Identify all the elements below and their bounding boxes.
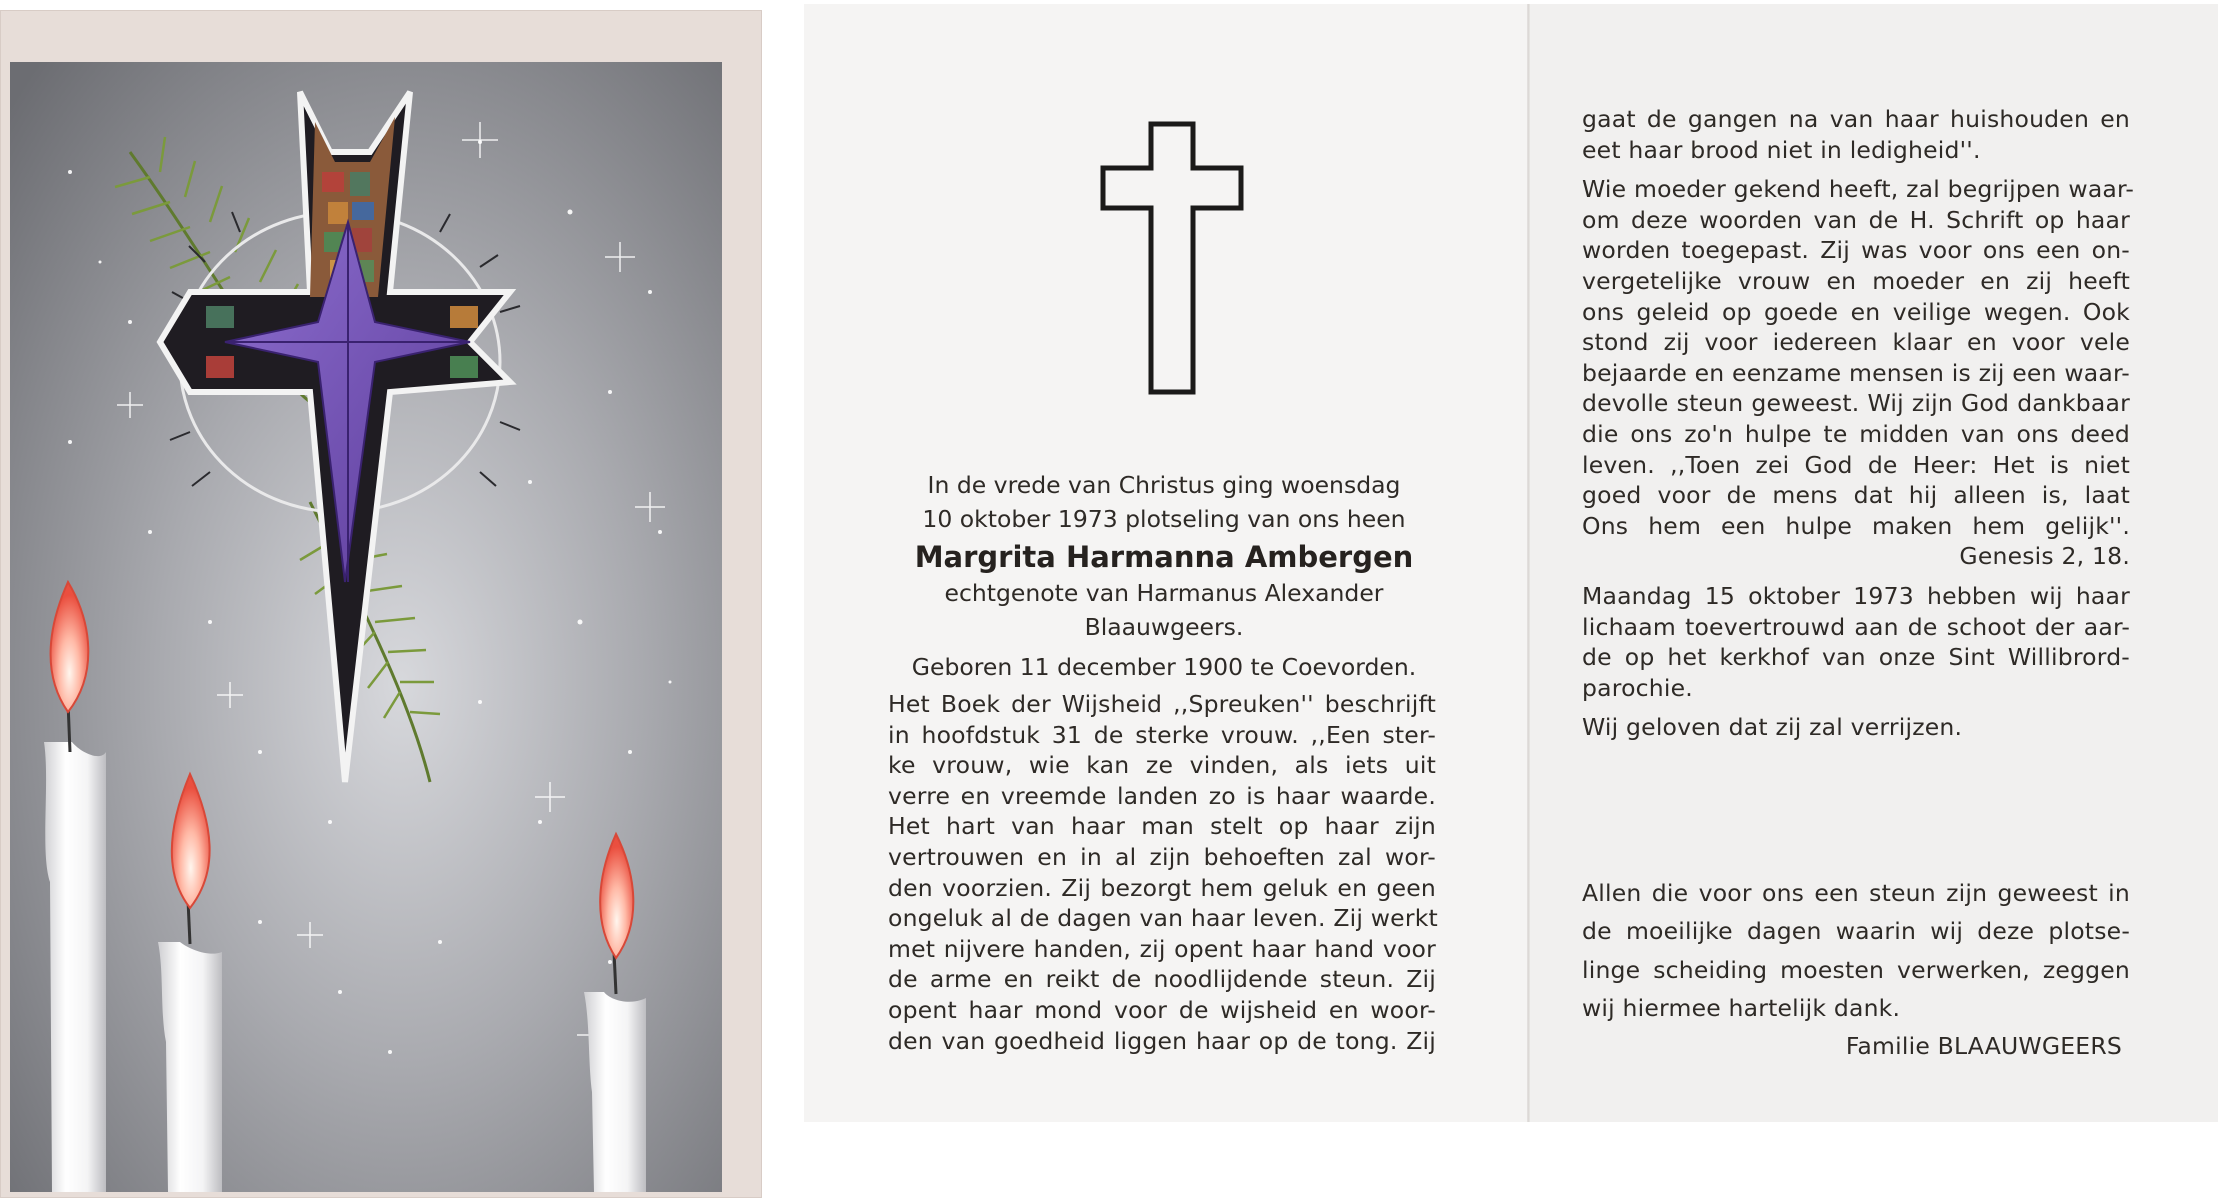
intro-line: 10 oktober 1973 plotseling van ons heen bbox=[922, 505, 1406, 533]
text-line: Het Boek der Wijsheid ,,Spreuken'' beschrijft bbox=[888, 690, 1436, 718]
text-line: eet haar brood niet in ledigheid''. bbox=[1582, 135, 1981, 164]
deceased-name: Margrita Harmanna Ambergen bbox=[914, 540, 1414, 574]
text-line: bejaarde en eenzame mensen is zij een waar- bbox=[1582, 358, 2130, 387]
text-line: gaat de gangen na van haar huishouden en bbox=[1582, 105, 2130, 133]
outline-cross-icon bbox=[1099, 120, 1245, 396]
text-line: vertrouwen en in al zijn behoeften zal wor- bbox=[888, 842, 1436, 871]
text-line: verre en vreemde landen zo is haar waarde. bbox=[888, 781, 1436, 810]
text-line: linge scheiding moesten verwerken, zeggen bbox=[1582, 955, 2130, 984]
announcement bbox=[834, 468, 1494, 684]
text-line: Ons hem een hulpe maken hem gelijk''. bbox=[1582, 511, 2130, 540]
text-line: Maandag 15 oktober 1973 hebben wij haar bbox=[1582, 581, 2130, 610]
intro-line: In de vrede van Christus ging woensdag bbox=[927, 471, 1401, 499]
thanks-paragraph bbox=[1582, 874, 2130, 1065]
scripture-paragraph bbox=[888, 689, 1436, 1056]
text-line: worden toegepast. Zij was voor ons een on- bbox=[1582, 236, 2130, 265]
text-line: ongeluk al de dagen van haar leven. Zij werkt bbox=[888, 904, 1438, 933]
text-line: devolle steun geweest. Wij zijn God dankbaar bbox=[1582, 389, 2130, 418]
right-text-column bbox=[1582, 104, 2135, 743]
memorial-card-front bbox=[0, 10, 762, 1198]
text-line: de op het kerkhof van onze Sint Willibrord- bbox=[1582, 643, 2130, 672]
text-line: Allen die voor ons een steun zijn geweest in bbox=[1582, 879, 2130, 907]
text-line: goed voor de mens dat hij alleen is, laat bbox=[1582, 481, 2130, 510]
text-line: Het hart van haar man stelt op haar zijn bbox=[888, 812, 1436, 841]
text-line: Wie moeder gekend heeft, zal begrijpen waar- bbox=[1582, 175, 2135, 204]
text-line: leven. ,,Toen zei God de Heer: Het is niet bbox=[1582, 450, 2130, 479]
text-line: de moeilijke dagen waarin wij deze plotse- bbox=[1582, 917, 2130, 946]
text-line: de arme en reikt de noodlijdende steun. Zij bbox=[888, 965, 1436, 994]
memorial-illustration bbox=[10, 62, 722, 1192]
text-line: om deze woorden van de H. Schrift op haar bbox=[1582, 205, 2130, 234]
family-signature: Familie BLAAUWGEERS bbox=[1845, 1032, 2122, 1061]
card-fold bbox=[1527, 4, 1530, 1122]
text-line: opent haar mond voor de wijsheid en woor- bbox=[888, 995, 1436, 1024]
memorial-card-inside bbox=[804, 4, 2218, 1122]
text-line: vergetelijke vrouw en moeder en zij heeft bbox=[1582, 266, 2130, 295]
text-line: parochie. bbox=[1582, 673, 1693, 702]
text-line: stond zij voor iedereen klaar en voor vele bbox=[1582, 328, 2130, 357]
belief-line: Wij geloven dat zij zal verrijzen. bbox=[1582, 713, 1963, 742]
text-line: wij hiermee hartelijk dank. bbox=[1582, 993, 1901, 1022]
text-line: ke vrouw, wie kan ze vinden, als iets uit bbox=[888, 751, 1436, 780]
text-line: met nijvere handen, zij opent haar hand voor bbox=[888, 934, 1436, 963]
text-line: lichaam toevertrouwd aan de schoot der aar- bbox=[1582, 612, 2130, 641]
text-line: den voorzien. Zij bezorgt hem geluk en geen bbox=[888, 873, 1436, 902]
spouse-line: echtgenote van Harmanus Alexander bbox=[944, 579, 1384, 607]
scripture-reference: Genesis 2, 18. bbox=[1959, 542, 2130, 571]
birth-line: Geboren 11 december 1900 te Coevorden. bbox=[911, 653, 1417, 681]
spouse-line: Blaauwgeers. bbox=[1084, 613, 1244, 641]
text-line: die ons zo'n hulpe te midden van ons deed bbox=[1582, 419, 2130, 448]
text-line: den van goedheid liggen haar op de tong. Zij bbox=[888, 1026, 1436, 1055]
inside-left-panel bbox=[804, 4, 1529, 1122]
text-line: in hoofdstuk 31 de sterke vrouw. ,,Een ster- bbox=[888, 720, 1436, 749]
text-line: ons geleid op goede en veilige wegen. Ook bbox=[1582, 297, 2130, 326]
